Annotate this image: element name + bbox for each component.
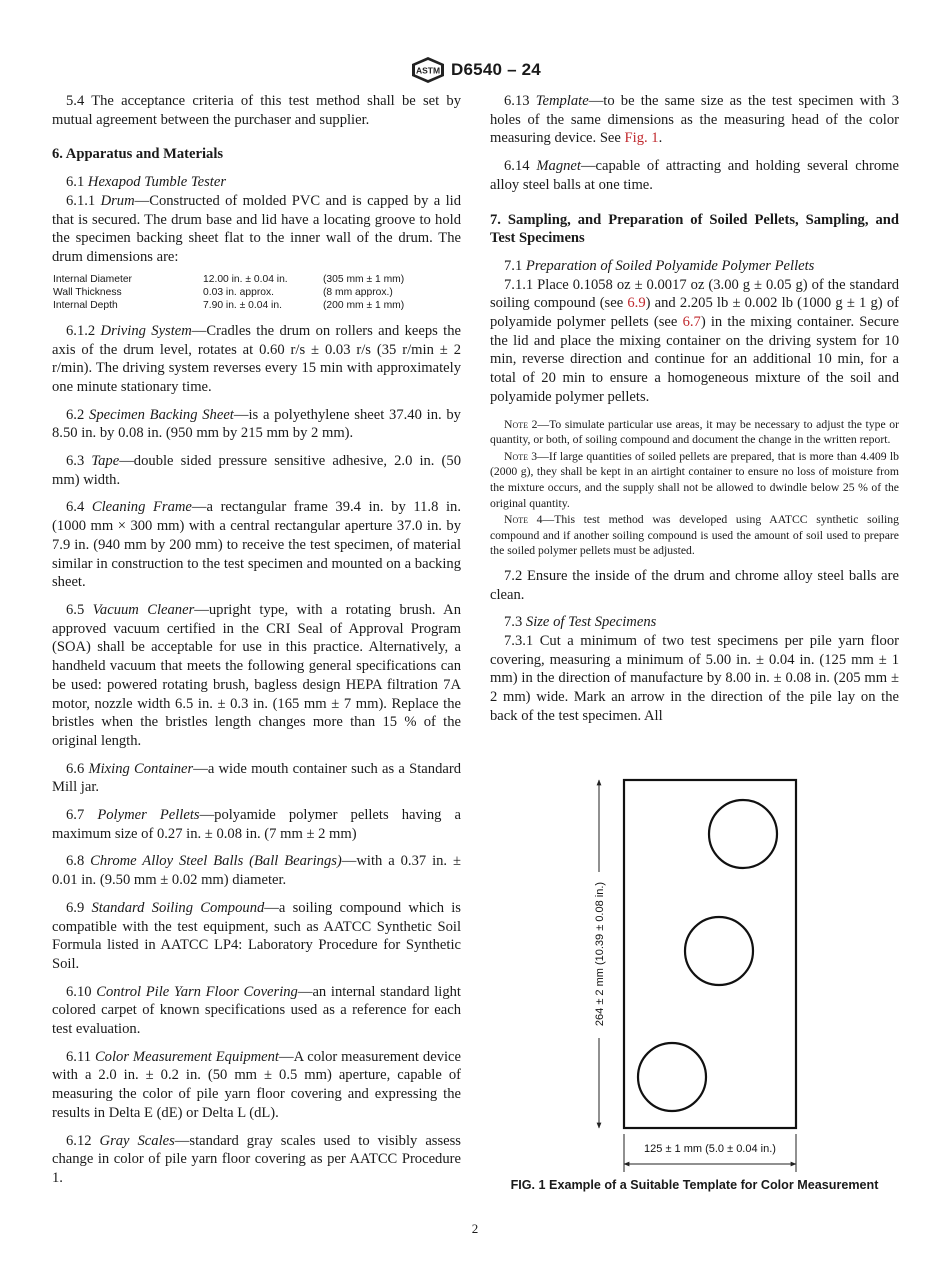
left-column [52,92,461,1197]
ref-6-7-link[interactable]: 6.7 [682,314,701,331]
section-6-10: 6.10 Control Pile Yarn Floor Covering—an internal standard light colored carpet of known specifications used as a reference for each test evaluation. [52,983,461,1038]
fig-1-link[interactable]: Fig. 1 [624,130,659,147]
section-7-3: 7.3 Size of Test Specimens [504,614,657,631]
notes-block [490,417,899,559]
note-4: Note 4—This test method was developed using AATCC synthetic soiling compound and if another soiling compound is used the amount of soil used to prepare the soiled polymer pellets must be adjusted. [490,513,899,558]
page-header [0,56,950,84]
section-7-1-1: 7.1.1 Place 0.1058 oz ± 0.0017 oz (3.00 g ± 0.05 g) of the standard soiling compound (see 6.9) and 2.205 lb ± 0.002 lb (1000 g ± 1 g) of polyamide polymer pellets (see 6.7) in the mixing container. Secure the lid and place the mixing container on the driving system for 10 min, reverse direction and continue for an additional 10 min, for a total of 20 min to ensure a homogeneous mixture of the soil and polyamide polymer pellets. [490,276,899,405]
section-6-6: 6.6 Mixing Container—a wide mouth container such as a Standard Mill jar. [52,760,461,796]
section-7-1: 7.1 Preparation of Soiled Polyamide Polymer Pellets [504,257,815,274]
template-hole-3 [638,1043,706,1111]
section-6-1-2: 6.1.2 Driving System—Cradles the drum on rollers and keeps the axis of the drum level, rotates at 0.60 r/s ± 0.03 r/s (35 r/min ± 2 r/min). The driving system reverses every 15 min with approximately one minute stationary time. [52,322,461,395]
note-2: Note 2—To simulate particular use areas, it may be necessary to adjust the type or quantity, or both, of soiling compound and document the change in the written report. [490,417,899,447]
section-6-2: 6.2 Specimen Backing Sheet—is a polyethylene sheet 37.40 in. by 8.50 in. by 0.08 in. (950 mm by 215 mm by 2 mm). [52,406,461,442]
table-row: Wall Thickness 0.03 in. approx. (8 mm approx.) [53,287,393,299]
logo-text: ASTM [416,65,441,76]
table-row: Internal Diameter 12.00 in. ± 0.04 in. (305 mm ± 1 mm) [53,273,405,285]
section-6-4: 6.4 Cleaning Frame—a rectangular frame 39.4 in. by 11.8 in. (1000 mm × 300 mm) with a central rectangular aperture 37.0 in. by 7.9 in. (940 mm by 200 mm) to receive the test specimen, of material similar in construction to the test specimen and mounted on a backing sheet. [52,499,461,591]
section-6-1: 6.1 Hexapod Tumble Tester [66,174,227,191]
template-hole-2 [685,917,753,985]
section-6-11: 6.11 Color Measurement Equipment—A color measurement device with a 2.0 in. ± 0.2 in. (50 mm ± 0.5 mm) aperture, capable of measuring the color of pile yarn floor covering and expressing the results in Delta E (dE) or Delta L (dL). [52,1048,461,1121]
section-6-3: 6.3 Tape—double sided pressure sensitive adhesive, 2.0 in. (50 mm) width. [52,453,461,488]
standard-designation: D6540 – 24 [451,60,541,79]
template-hole-1 [709,800,777,868]
drum-dimensions-table [53,273,404,313]
section-6-13: 6.13 Template—to be the same size as the test specimen with 3 holes of the same dimensions as the measuring head of the color measuring device. See Fig. 1. [490,93,899,147]
page-number: 2 [471,1221,479,1236]
right-column [490,92,899,735]
table-row: Internal Depth 7.90 in. ± 0.04 in. (200 mm ± 1 mm) [53,300,405,312]
width-label: 125 ± 1 mm (5.0 ± 0.04 in.) [644,1143,776,1155]
astm-logo-icon [409,56,447,84]
section-6-8: 6.8 Chrome Alloy Steel Balls (Ball Bearings)—with a 0.37 in. ± 0.01 in. (9.50 mm ± 0.02 mm) diameter. [52,853,461,889]
template-diagram [490,770,899,1200]
section-5-4: 5.4 The acceptance criteria of this test method shall be set by mutual agreement between the purchaser and supplier. [52,93,461,128]
section-6-9: 6.9 Standard Soiling Compound—a soiling compound which is compatible with the test equipment, such as AATCC Synthetic Soil Formula listed in AATCC LP4: Laboratory Procedure for Synthetic Soil. [52,899,461,972]
section-6-1-1: 6.1.1 Drum—Constructed of molded PVC and is capped by a lid that is secured. The drum base and lid have a locating groove to hold the specimen backing sheet flat to the inner wall of the drum. The drum dimensions are: [52,192,461,265]
height-label: 264 ± 2 mm (10.39 ± 0.08 in.) [594,881,606,1027]
ref-6-9-link[interactable]: 6.9 [627,295,646,312]
figure-1 [490,770,899,1200]
section-6-7: 6.7 Polymer Pellets—polyamide polymer pellets having a maximum size of 0.27 in. ± 0.08 in. (7 mm ± 2 mm) [52,807,461,842]
section-6-5: 6.5 Vacuum Cleaner—upright type, with a rotating brush. An approved vacuum certified in the CRI Seal of Approval Program (SOA) shall be acceptable for use in this practice. Alternatively, a handheld vacuum that meets the following general specifications can be used: powered rotating brush, bagless design HEPA filtration 7A motor, nozzle width 6.5 in. ± 0.3 in. (165 mm ± 7 mm). Replace the bristles when the bristles length changes more than 15 % of the original length. [52,601,461,749]
section-6-12: 6.12 Gray Scales—standard gray scales used to visibly assess change in color of pile yarn floor covering as per AATCC Procedure 1. [52,1132,461,1186]
section-7-3-1: 7.3.1 Cut a minimum of two test specimens per pile yarn floor covering, measuring a minimum of 5.00 in. ± 0.04 in. (125 mm ± 1 mm) in the direction of manufacture by 8.00 in. ± 0.08 in. (205 mm ± 2 mm) wide. Mark an arrow in the direction of the pile lay on the back of the test specimen. All [490,633,899,724]
section-7-heading: 7. Sampling, and Preparation of Soiled Pellets, Sampling, and Test Specimens [490,211,899,247]
section-6-14: 6.14 Magnet—capable of attracting and holding several chrome alloy steel balls at one time. [490,158,899,193]
note-3: Note 3—If large quantities of soiled pellets are prepared, that is more than 4.409 lb (2000 g), they shall be kept in an airtight container to ensure no loss of moisture from the mixture occurs, and the supply shall not be allowed to dwindle below 25 % of the original quantity. [490,449,899,510]
figure-caption: FIG. 1 Example of a Suitable Template for Color Measurement [510,1178,879,1192]
section-7-2: 7.2 Ensure the inside of the drum and chrome alloy steel balls are clean. [490,567,899,603]
section-6-heading: 6. Apparatus and Materials [52,146,224,163]
